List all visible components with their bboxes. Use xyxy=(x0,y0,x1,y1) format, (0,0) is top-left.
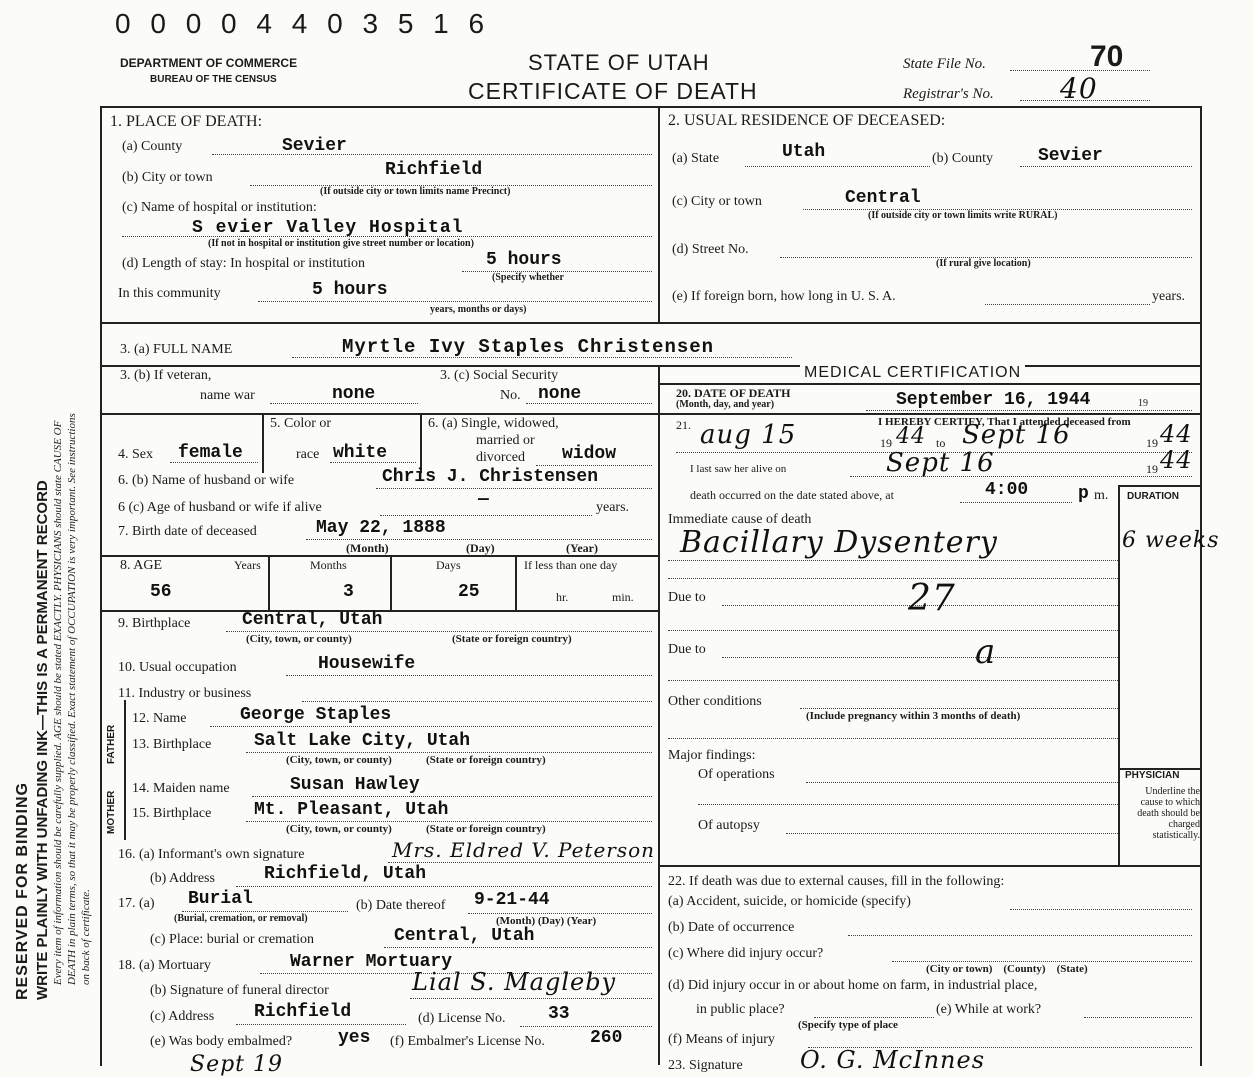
registrar-number: 40 xyxy=(1060,72,1098,105)
embalmed-value: yes xyxy=(338,1028,371,1048)
serial-number: 0 0 0 0 4 4 0 3 5 1 6 xyxy=(115,8,491,39)
autopsy-label: Of autopsy xyxy=(698,818,760,833)
bp-state-note: (State or foreign country) xyxy=(452,633,572,645)
dod-note: (Month, day, and year) xyxy=(676,399,775,410)
embalmer-label: (f) Embalmer's License No. xyxy=(390,1034,545,1049)
ssn-value: none xyxy=(538,384,582,404)
certify-num: 21. xyxy=(676,418,691,432)
state-file-label: State File No. xyxy=(903,56,986,72)
margin-binding-note xyxy=(14,782,32,1000)
full-name-value: Myrtle Ivy Staples Christensen xyxy=(342,336,715,358)
external-c-note: (City or town) (County) (State) xyxy=(926,963,1088,975)
embalmer-value: 260 xyxy=(590,1028,623,1048)
father-state-note: (State or foreign country) xyxy=(426,754,546,766)
lessday-label: If less than one day xyxy=(524,558,618,572)
department-label: DEPARTMENT OF COMMERCE xyxy=(120,56,298,70)
mother-name-label: 14. Maiden name xyxy=(132,781,230,796)
res-city-value: Central xyxy=(845,188,921,208)
occupation-value: Housewife xyxy=(318,654,416,674)
disp-date-label: (b) Date thereof xyxy=(356,898,446,913)
margin-instructions-2: DEATH in plain terms, so that it may be properly classified. Exact statement of OCCUPATION is very important. See instructions xyxy=(66,413,78,985)
immediate-cause-value: Bacillary Dysentery xyxy=(680,525,998,560)
sex-label: 4. Sex xyxy=(118,447,153,462)
pod-city-label: (b) City or town xyxy=(122,170,213,185)
color-label: 5. Color or xyxy=(270,416,332,431)
mother-bp-label: 15. Birthplace xyxy=(132,806,212,821)
year-c-value: 44 xyxy=(1160,446,1193,474)
pod-hospital-note: (If not in hospital or institution give street number or location) xyxy=(208,238,474,249)
duration-value: 6 weeks xyxy=(1122,528,1220,553)
ssn-no-label: No. xyxy=(500,388,521,403)
dod-suffix: 19 xyxy=(1138,398,1148,409)
veteran-label: 3. (b) If veteran, xyxy=(120,368,212,383)
age-label: 8. AGE xyxy=(120,558,162,573)
mother-tag: MOTHER xyxy=(106,790,117,834)
war-label: name war xyxy=(200,388,255,403)
due1-label: Due to xyxy=(668,590,706,605)
disp-address-label: (c) Address xyxy=(150,1009,215,1024)
pod-stay-label: (d) Length of stay: In hospital or institution xyxy=(122,256,366,271)
pod-community-label: In this community xyxy=(118,286,221,301)
father-name-value: George Staples xyxy=(240,705,392,725)
res-street-note: (If rural give location) xyxy=(936,258,1031,269)
to-label: to xyxy=(936,436,946,450)
age-years-value: 56 xyxy=(150,582,172,602)
margin-binding: RESERVED FOR BINDING xyxy=(14,782,31,1000)
mother-bp-value: Mt. Pleasant, Utah xyxy=(254,800,449,820)
certify-text: I HEREBY CERTIFY, That I attended deceased from xyxy=(878,416,1131,428)
birth-label: 7. Birth date of deceased xyxy=(118,524,257,539)
father-bp-label: 13. Birthplace xyxy=(132,737,212,752)
year-b-value: 44 xyxy=(1160,420,1193,448)
race-label: race xyxy=(296,447,320,462)
certificate-title: CERTIFICATE OF DEATH xyxy=(468,78,758,104)
time-value: 4:00 xyxy=(985,480,1029,500)
pod-community-note: years, months or days) xyxy=(430,304,527,315)
res-city-note: (If outside city or town limits write RURAL) xyxy=(868,210,1058,221)
medical-heading: MEDICAL CERTIFICATION xyxy=(800,364,1025,382)
burial-value: Burial xyxy=(188,889,253,909)
duration-label: DURATION xyxy=(1127,491,1180,502)
external-d-label: (d) Did injury occur in or about home on farm, in industrial place, xyxy=(668,978,1038,993)
director-signature: Lial S. Magleby xyxy=(412,968,617,996)
spouse-age-value: — xyxy=(478,490,489,510)
external-b-label: (b) Date of occurrence xyxy=(668,920,795,935)
birthplace-label: 9. Birthplace xyxy=(118,616,191,631)
immediate-label: Immediate cause of death xyxy=(668,512,812,527)
pod-city-note: (If outside city or town limits name Precinct) xyxy=(320,186,511,197)
burial-num-label: 17. (a) xyxy=(118,896,155,911)
res-state-label: (a) State xyxy=(672,151,720,166)
pod-stay-hospital: 5 hours xyxy=(486,250,562,270)
license-value: 33 xyxy=(548,1004,570,1024)
embalmed-label: (e) Was body embalmed? xyxy=(150,1034,293,1049)
external-f-label: (f) Means of injury xyxy=(668,1032,775,1047)
birth-value: May 22, 1888 xyxy=(316,518,446,538)
marital-label-2: married or xyxy=(476,433,535,448)
disp-address-value: Richfield xyxy=(254,1002,352,1022)
sex-value: female xyxy=(178,443,243,463)
disp-date-value: 9-21-44 xyxy=(474,890,550,910)
attend-to: Sept 16 xyxy=(962,420,1071,450)
cause-code-2: a xyxy=(975,632,997,672)
cause-code-1: 27 xyxy=(908,578,956,619)
mother-name-value: Susan Hawley xyxy=(290,775,420,795)
other-note: (Include pregnancy within 3 months of death) xyxy=(806,710,1021,722)
birthplace-value: Central, Utah xyxy=(242,610,383,630)
ssn-label: 3. (c) Social Security xyxy=(440,368,559,383)
hr-label: hr. xyxy=(556,590,569,604)
informant-address-value: Richfield, Utah xyxy=(264,864,427,884)
pod-city-value: Richfield xyxy=(385,160,483,180)
pod-stay-community: 5 hours xyxy=(312,280,388,300)
marital-label-3: divorced xyxy=(476,450,525,465)
spouse-label: 6. (b) Name of husband or wife xyxy=(118,473,295,488)
residence-heading: 2. USUAL RESIDENCE OF DECEASED: xyxy=(668,112,946,129)
bureau-label: BUREAU OF THE CENSUS xyxy=(150,74,277,85)
marital-label: 6. (a) Single, widowed, xyxy=(428,416,559,431)
age-months-value: 3 xyxy=(343,582,354,602)
pod-county-label: (a) County xyxy=(122,139,183,154)
years-label: Years xyxy=(234,558,261,572)
spouse-age-suffix: years. xyxy=(596,500,630,515)
disp-place-value: Central, Utah xyxy=(394,926,535,946)
external-e-label: (e) While at work? xyxy=(936,1002,1042,1017)
last-saw-value: Sept 16 xyxy=(886,448,995,478)
burial-note: (Burial, cremation, or removal) xyxy=(174,913,308,924)
disp-place-label: (c) Place: burial or cremation xyxy=(150,932,315,947)
signature-23-value: O. G. McInnes xyxy=(800,1046,986,1074)
pod-stay-note: (Specify whether xyxy=(492,272,564,283)
year-a-value: 44 xyxy=(896,424,926,449)
external-d-label-2: in public place? xyxy=(696,1002,785,1017)
days-label: Days xyxy=(436,558,461,572)
informant-sig-label: 16. (a) Informant's own signature xyxy=(118,847,305,862)
father-name-label: 12. Name xyxy=(132,711,187,726)
physician-label: PHYSICIAN xyxy=(1125,770,1180,781)
external-a-label: (a) Accident, suicide, or homicide (specify) xyxy=(668,894,911,909)
informant-address-label: (b) Address xyxy=(150,871,215,886)
pod-hospital-value: S evier Valley Hospital xyxy=(192,218,464,238)
full-name-label: 3. (a) FULL NAME xyxy=(120,342,233,357)
marital-value: widow xyxy=(562,444,617,464)
pod-county-value: Sevier xyxy=(282,136,347,156)
major-label: Major findings: xyxy=(668,748,756,763)
res-county-value: Sevier xyxy=(1038,146,1103,166)
father-bp-value: Salt Lake City, Utah xyxy=(254,731,471,751)
mortuary-label: 18. (a) Mortuary xyxy=(118,958,211,973)
due2-label: Due to xyxy=(668,642,706,657)
birth-day-label: (Day) xyxy=(466,541,495,555)
license-label: (d) License No. xyxy=(418,1011,506,1026)
mother-state-note: (State or foreign country) xyxy=(426,823,546,835)
other-label: Other conditions xyxy=(668,694,762,709)
res-foreign-label: (e) If foreign born, how long in U. S. A. xyxy=(672,289,896,304)
margin-ink-note: WRITE PLAINLY WITH UNFADING INK—THIS IS A PERMANENT RECORD xyxy=(34,480,51,1000)
age-days-value: 25 xyxy=(458,582,480,602)
margin-instructions-1: Every item of information should be carefully supplied. AGE should be stated EXACTLY. PHYSICIANS should state CAUSE OF xyxy=(52,420,64,985)
external-heading: 22. If death was due to external causes, fill in the following: xyxy=(668,874,1005,889)
signature-23-label: 23. Signature xyxy=(668,1058,743,1073)
registrar-label: Registrar's No. xyxy=(903,86,994,102)
dod-label: 20. DATE OF DEATH xyxy=(676,386,791,400)
m-suffix: m. xyxy=(1094,488,1109,503)
father-tag: FATHER xyxy=(106,724,117,764)
external-c-label: (c) Where did injury occur? xyxy=(668,946,824,961)
pod-hospital-label: (c) Name of hospital or institution: xyxy=(122,200,317,215)
state-title: STATE OF UTAH xyxy=(528,50,710,75)
mortuary-value: Warner Mortuary xyxy=(290,952,453,972)
place-of-death-heading: 1. PLACE OF DEATH: xyxy=(110,113,263,130)
race-value: white xyxy=(333,443,388,463)
year-b-label: 19 xyxy=(1146,436,1158,450)
birth-year-label: (Year) xyxy=(566,541,598,555)
operations-label: Of operations xyxy=(698,767,775,782)
disp-date-note: (Month) (Day) (Year) xyxy=(496,915,597,927)
dod-value: September 16, 1944 xyxy=(896,390,1091,410)
occupation-label: 10. Usual occupation xyxy=(118,660,237,675)
director-label: (b) Signature of funeral director xyxy=(150,983,329,998)
months-label: Months xyxy=(310,558,347,572)
father-city-note: (City, town, or county) xyxy=(286,754,392,766)
year-a-label: 19 xyxy=(880,436,892,450)
row19-value: Sept 19 xyxy=(190,1052,284,1077)
last-saw-label: I last saw her alive on xyxy=(690,463,787,475)
year-c-label: 19 xyxy=(1146,462,1158,476)
res-street-label: (d) Street No. xyxy=(672,242,749,257)
state-file-number: 70 xyxy=(1090,40,1124,73)
informant-signature: Mrs. Eldred V. Peterson xyxy=(392,838,656,862)
min-label: min. xyxy=(612,590,634,604)
spouse-age-label: 6 (c) Age of husband or wife if alive xyxy=(118,500,322,515)
attend-from: aug 15 xyxy=(700,420,797,450)
res-state-value: Utah xyxy=(782,142,826,162)
birth-month-label: (Month) xyxy=(346,541,389,555)
physician-note: Underline the cause to which death should be charged statistically. xyxy=(1137,786,1200,841)
occurred-label: death occurred on the date stated above, at xyxy=(690,488,894,502)
pm-value: p xyxy=(1078,484,1089,504)
spouse-value: Chris J. Christensen xyxy=(382,467,599,487)
war-value: none xyxy=(332,384,376,404)
external-d-note: (Specify type of place xyxy=(798,1019,898,1031)
res-city-label: (c) City or town xyxy=(672,194,762,209)
res-county-label: (b) County xyxy=(932,151,994,166)
industry-label: 11. Industry or business xyxy=(118,686,252,701)
mother-city-note: (City, town, or county) xyxy=(286,823,392,835)
bp-city-note: (City, town, or county) xyxy=(246,633,352,645)
res-foreign-suffix: years. xyxy=(1152,289,1186,304)
margin-instructions-3: on back of certificate. xyxy=(80,889,92,985)
